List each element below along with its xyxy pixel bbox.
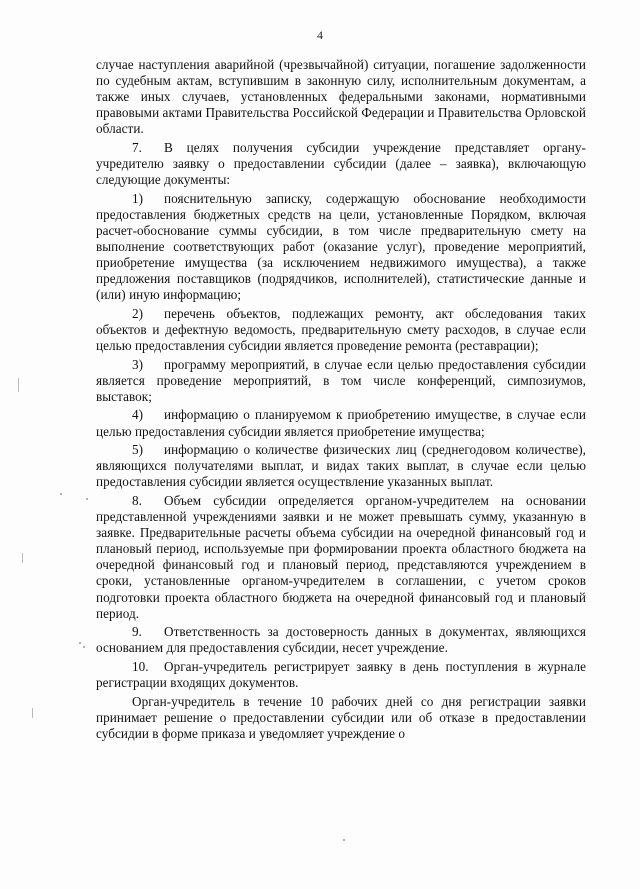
paragraph-item-8 xyxy=(96,493,586,622)
item-number: 9. xyxy=(132,624,142,640)
item-number: 5) xyxy=(132,442,144,458)
item-number: 7. xyxy=(132,139,142,155)
scan-artifact xyxy=(32,708,33,718)
paragraph-text: Орган-учредитель регистрирует заявку в день поступления в журнале регистрации входящих документов. xyxy=(96,658,586,690)
scan-artifact xyxy=(79,642,81,644)
paragraph-subitem-1 xyxy=(96,191,586,304)
paragraph-subitem-4 xyxy=(96,407,586,439)
scan-artifact xyxy=(86,498,88,500)
paragraph-text: информацию о планируемом к приобретению имуществе, в случае если целью предоставления субсидии является приобретение имущества; xyxy=(96,407,586,439)
paragraph-text: перечень объектов, подлежащих ремонту, акт обследования таких объектов и дефектную ведомость, предварительную смету расходов, в случае если целью предоставления субсидии является проведение ремонта (реставрации); xyxy=(96,305,586,354)
paragraph-text: пояснительную записку, содержащую обоснование необходимости предоставления бюджетных средств на цели, установленные Порядком, включая расчет-обоснование суммы субсидии, в том числе предварительную смету на выполнение соответствующих работ (оказание услуг), проведение мероприятий, приобретение имущества (за исключением недвижимого имущества), а также предложения поставщиков (подрядчиков, исполнителей), статистические данные и (или) иную информацию; xyxy=(96,190,586,303)
scan-artifact xyxy=(22,553,23,563)
paragraph-item-7 xyxy=(96,140,586,188)
paragraph-text: Ответственность за достоверность данных в документах, являющихся основанием для предоставления субсидии, несет учреждение. xyxy=(96,624,586,656)
item-number: 3) xyxy=(132,356,144,372)
item-number: 1) xyxy=(132,190,144,206)
paragraph-decision xyxy=(96,694,586,742)
paragraph-subitem-2 xyxy=(96,306,586,354)
scan-artifact xyxy=(343,839,345,841)
paragraph-text: программу мероприятий, в случае если целью предоставления субсидии является проведение мероприятий, в том числе конференций, симпозиумов, выставок; xyxy=(96,356,586,404)
paragraph-text: Орган-учредитель в течение 10 рабочих дней со дня регистрации заявки принимает решение о предоставлении субсидии или об отказе в предоставлении субсидии в форме приказа и уведомляет учреждение о xyxy=(96,693,586,741)
paragraph-text: информацию о количестве физических лиц (среднегодовом количестве), являющихся получателями выплат, и видах таких выплат, в случае если целью предоставления субсидии является осуществление указанных выплат. xyxy=(96,442,586,490)
item-number: 10. xyxy=(132,658,149,674)
scan-artifact xyxy=(83,646,85,648)
paragraph-text: В целях получения субсидии учреждение представляет органу-учредителю заявку о предоставлении субсидии (далее – заявка), включающую следующие документы: xyxy=(96,139,586,188)
scan-artifact xyxy=(18,378,19,392)
paragraph-text: Объем субсидии определяется органом-учредителем на основании представленной учреждениями заявки и не может превышать сумму, указанную в заявке. Предварительные расчеты объема субсидии на очередной финансовый год и плановый период, используемые при формировании проекта областного бюджета на очередной финансовый год и плановый период, представляются учреждением в сроки, установленные органом-учредителем в соглашении, с учетом сроков подготовки проекта областного бюджета на очередной финансовый год и плановый период. xyxy=(96,492,586,621)
item-number: 2) xyxy=(132,305,144,321)
scan-artifact xyxy=(60,493,62,495)
item-number: 4) xyxy=(132,407,144,423)
page-number: 4 xyxy=(317,28,323,42)
item-number: 8. xyxy=(132,492,142,508)
paragraph-continuation xyxy=(96,57,586,137)
paragraph-text: случае наступления аварийной (чрезвычайной) ситуации, погашение задолженности по судебным актам, вступившим в законную силу, исполнительным документам, а также иных случаев, установленных федеральными законами, нормативными правовыми актами Правительства Российской Федерации и Правительства Орловской области. xyxy=(96,57,586,137)
paragraph-item-10 xyxy=(96,659,586,691)
document-body xyxy=(96,57,586,744)
paragraph-subitem-3 xyxy=(96,357,586,405)
paragraph-subitem-5 xyxy=(96,442,586,490)
paragraph-item-9 xyxy=(96,624,586,656)
